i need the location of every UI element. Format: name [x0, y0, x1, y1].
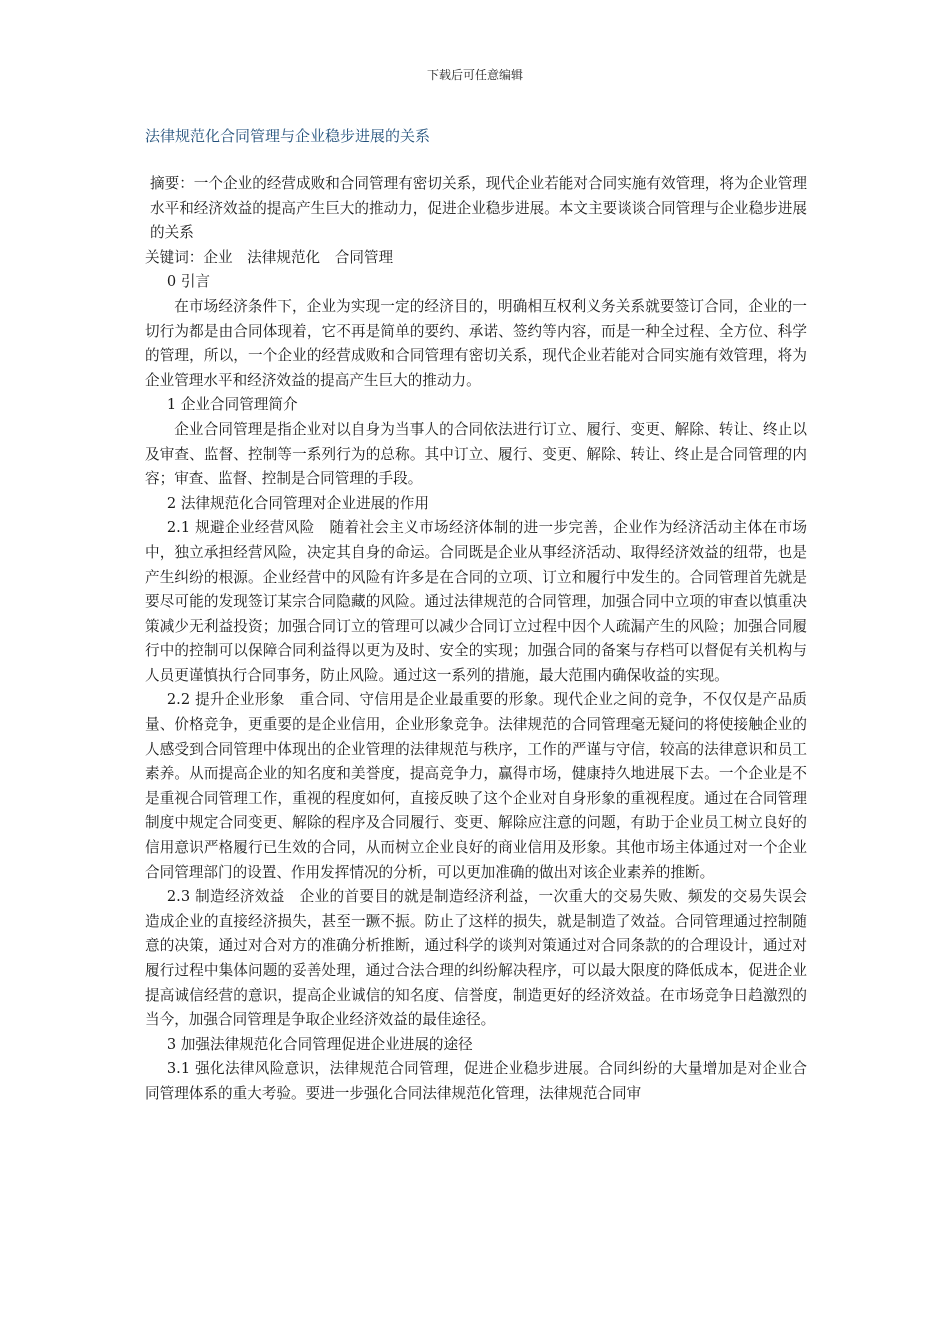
- section-heading-3: 3 加强法律规范化合同管理促进企业进展的途径: [166, 1035, 473, 1053]
- header-note: 下载后可任意编辑: [426, 68, 523, 82]
- keywords: 关键词：企业 法律规范化 合同管理: [145, 248, 394, 266]
- abstract: 摘要：一个企业的经营成败和合同管理有密切关系，现代企业若能对合同实施有效管理，将为企业管理水平和经济效益的提高产生巨大的推动力，促进企业稳步进展。本文主要谈谈合同管理与企业稳步进展的关系: [150, 175, 807, 242]
- paragraph-2-2: 2.2 提升企业形象 重合同、守信用是企业最重要的形象。现代企业之间的竞争，不仅仅是产品质量、价格竞争，更重要的是企业信用，企业形象竞争。法律规范的合同管理毫无疑问的将使接触企业的人感受到合同管理中体现出的企业管理的法律规范与秩序，工作的严谨与守信，较高的法律意识和员工素养。从而提高企业的知名度和美誉度，提高竞争力，赢得市场，健康持久地进展下去。一个企业是不是重视合同管理工作，重视的程度如何，直接反映了这个企业对自身形象的重视程度。通过在合同管理制度中规定合同变更、解除的程序及合同履行、变更、解除应注意的问题，有助于企业员工树立良好的信用意识严格履行已生效的合同，从而树立企业良好的商业信用及形象。其他市场主体通过对一个企业合同管理部门的设置、作用发挥情况的分析，可以更加准确的做出对该企业素养的推断。: [145, 691, 807, 881]
- paragraph-3-1: 3.1 强化法律风险意识，法律规范合同管理，促进企业稳步进展。合同纠纷的大量增加是对企业合同管理体系的重大考验。要进一步强化合同法律规范化管理，法律规范合同审: [145, 1060, 807, 1102]
- paragraph-2-1: 2.1 规避企业经营风险 随着社会主义市场经济体制的进一步完善，企业作为经济活动主体在市场中，独立承担经营风险，决定其自身的命运。合同既是企业从事经济活动、取得经济效益的纽带，也是产生纠纷的根源。企业经营中的风险有许多是在合同的立项、订立和履行中发生的。合同管理首先就是要尽可能的发现签订某宗合同隐藏的风险。通过法律规范的合同管理，加强合同中立项的审查以慎重决策减少无利益投资；加强合同订立的管理可以减少合同订立过程中因个人疏漏产生的风险；加强合同履行中的控制可以保障合同利益得以更为及时、安全的实现；加强合同的备案与存档可以督促有关机构与人员更谨慎执行合同事务，防止风险。通过这一系列的措施，最大范围内确保收益的实现。: [145, 519, 807, 684]
- document-body: [145, 172, 807, 1107]
- section-heading-2: 2 法律规范化合同管理对企业进展的作用: [166, 494, 429, 512]
- paragraph-2-3: 2.3 制造经济效益 企业的首要目的就是制造经济利益，一次重大的交易失败、频发的交易失误会造成企业的直接经济损失，甚至一蹶不振。防止了这样的损失，就是制造了效益。合同管理通过控制随意的决策，通过对合对方的准确分析推断，通过科学的谈判对策通过对合同条款的的合理设计，通过对履行过程中集体问题的妥善处理，通过合法合理的纠纷解决程序，可以最大限度的降低成本，促进企业提高诚信经营的意识，提高企业诚信的知名度、信誉度，制造更好的经济效益。在市场竞争日趋激烈的当今，加强合同管理是争取企业经济效益的最佳途径。: [145, 888, 807, 1029]
- paragraph-introduction: 在市场经济条件下，企业为实现一定的经济目的，明确相互权利义务关系就要签订合同，企业的一切行为都是由合同体现着，它不再是简单的要约、承诺、签约等内容，而是一种全过程、全方位、科学的管理，所以，一个企业的经营成败和合同管理有密切关系，现代企业若能对合同实施有效管理，将为企业管理水平和经济效益的提高产生巨大的推动力。: [145, 297, 807, 389]
- section-heading-0: 0 引言: [166, 273, 211, 291]
- paragraph-contract-management-intro: 企业合同管理是指企业对以自身为当事人的合同依法进行订立、履行、变更、解除、转让、终止以及审查、监督、控制等一系列行为的总称。其中订立、履行、变更、解除、转让、终止是合同管理的内容；审查、监督、控制是合同管理的手段。: [145, 420, 807, 488]
- document-title: 法律规范化合同管理与企业稳步进展的关系: [145, 127, 431, 145]
- section-heading-1: 1 企业合同管理简介: [166, 396, 298, 414]
